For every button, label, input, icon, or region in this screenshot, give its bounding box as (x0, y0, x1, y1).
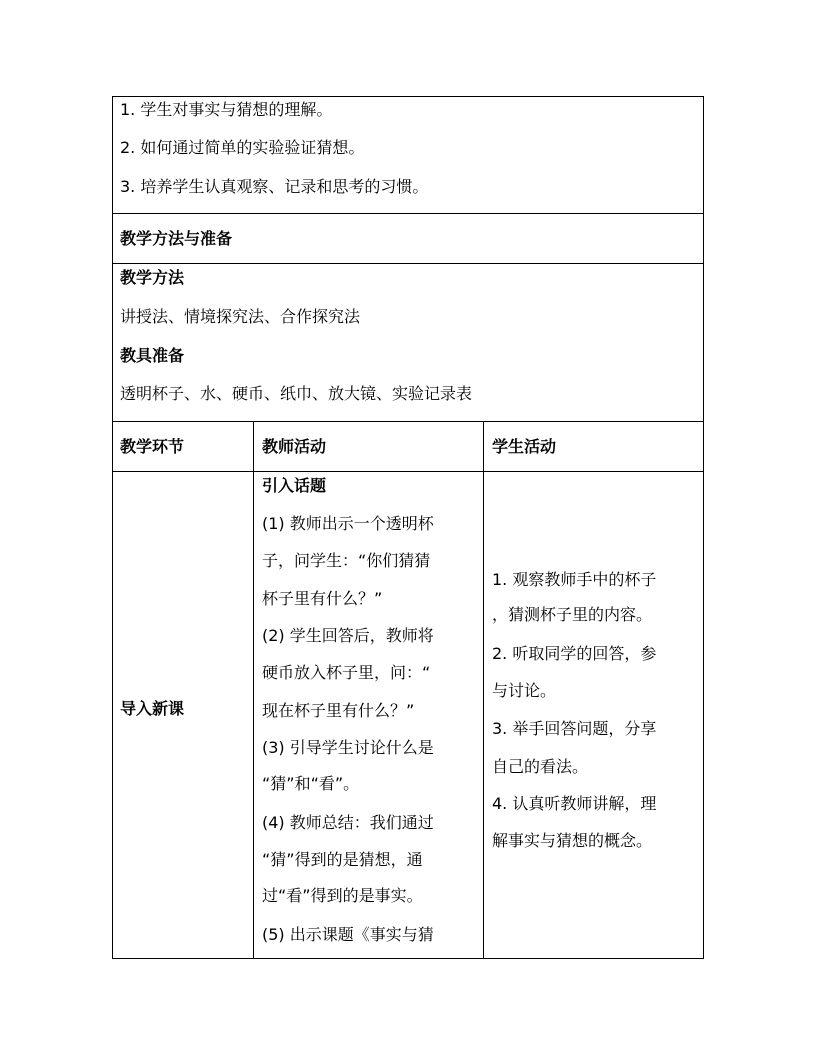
student-activity-line: 自己的看法。 (492, 757, 589, 776)
header-stage: 教学环节 (120, 437, 185, 456)
teacher-activity-line: “猜”得到的是猜想，通 (262, 850, 423, 869)
teacher-activity-line: 过“看”得到的是事实。 (262, 886, 423, 905)
teacher-activity-line: 现在杯子里有什么？” (262, 701, 415, 720)
stage-name: 导入新课 (120, 699, 185, 718)
student-activity-line: 与讨论。 (492, 681, 557, 700)
teacher-activity-line: (2) 学生回答后，教师将 (262, 626, 434, 645)
student-activity-line: 1. 观察教师手中的杯子 (492, 570, 657, 589)
student-activity-line: 解事实与猜想的概念。 (492, 831, 653, 850)
teacher-activity-line: (1) 教师出示一个透明杯 (262, 514, 434, 533)
method-prep-title: 教学方法与准备 (120, 229, 233, 248)
teacher-activity-line: (3) 引导学生讨论什么是 (262, 738, 434, 757)
student-activity-line: 2. 听取同学的回答，参 (492, 644, 657, 663)
student-activity-line: 3. 举手回答问题，分享 (492, 719, 657, 738)
student-activity-line: 4. 认真听教师讲解，理 (492, 794, 657, 813)
student-activity-line: ，猜测杯子里的内容。 (492, 605, 653, 624)
table-column-divider (253, 421, 254, 959)
header-student: 学生活动 (492, 437, 557, 456)
teacher-activity-line: 子，问学生：“你们猜猜 (262, 551, 431, 570)
goal-item: 3. 培养学生认真观察、记录和思考的习惯。 (120, 177, 429, 196)
teacher-activity-line: “猜”和“看”。 (262, 774, 360, 793)
goal-item: 1. 学生对事实与猜想的理解。 (120, 100, 333, 119)
table-column-divider (483, 421, 484, 959)
goal-item: 2. 如何通过简单的实验验证猜想。 (120, 138, 365, 157)
teacher-activity-line: 硬币放入杯子里，问：“ (262, 663, 431, 682)
methods-title: 教学方法 (120, 268, 185, 287)
methods-content: 讲授法、情境探究法、合作探究法 (120, 307, 361, 326)
teacher-activity-line: (4) 教师总结：我们通过 (262, 813, 434, 832)
header-teacher: 教师活动 (262, 437, 327, 456)
tools-content: 透明杯子、水、硬币、纸巾、放大镜、实验记录表 (120, 384, 473, 403)
table-header-divider (112, 471, 704, 472)
activity-table (112, 421, 704, 959)
teacher-activity-line: (5) 出示课题《事实与猜 (262, 925, 434, 944)
tools-title: 教具准备 (120, 346, 185, 365)
teacher-activity-line: 杯子里有什么？” (262, 589, 383, 608)
teacher-activity-title: 引入话题 (262, 476, 327, 495)
